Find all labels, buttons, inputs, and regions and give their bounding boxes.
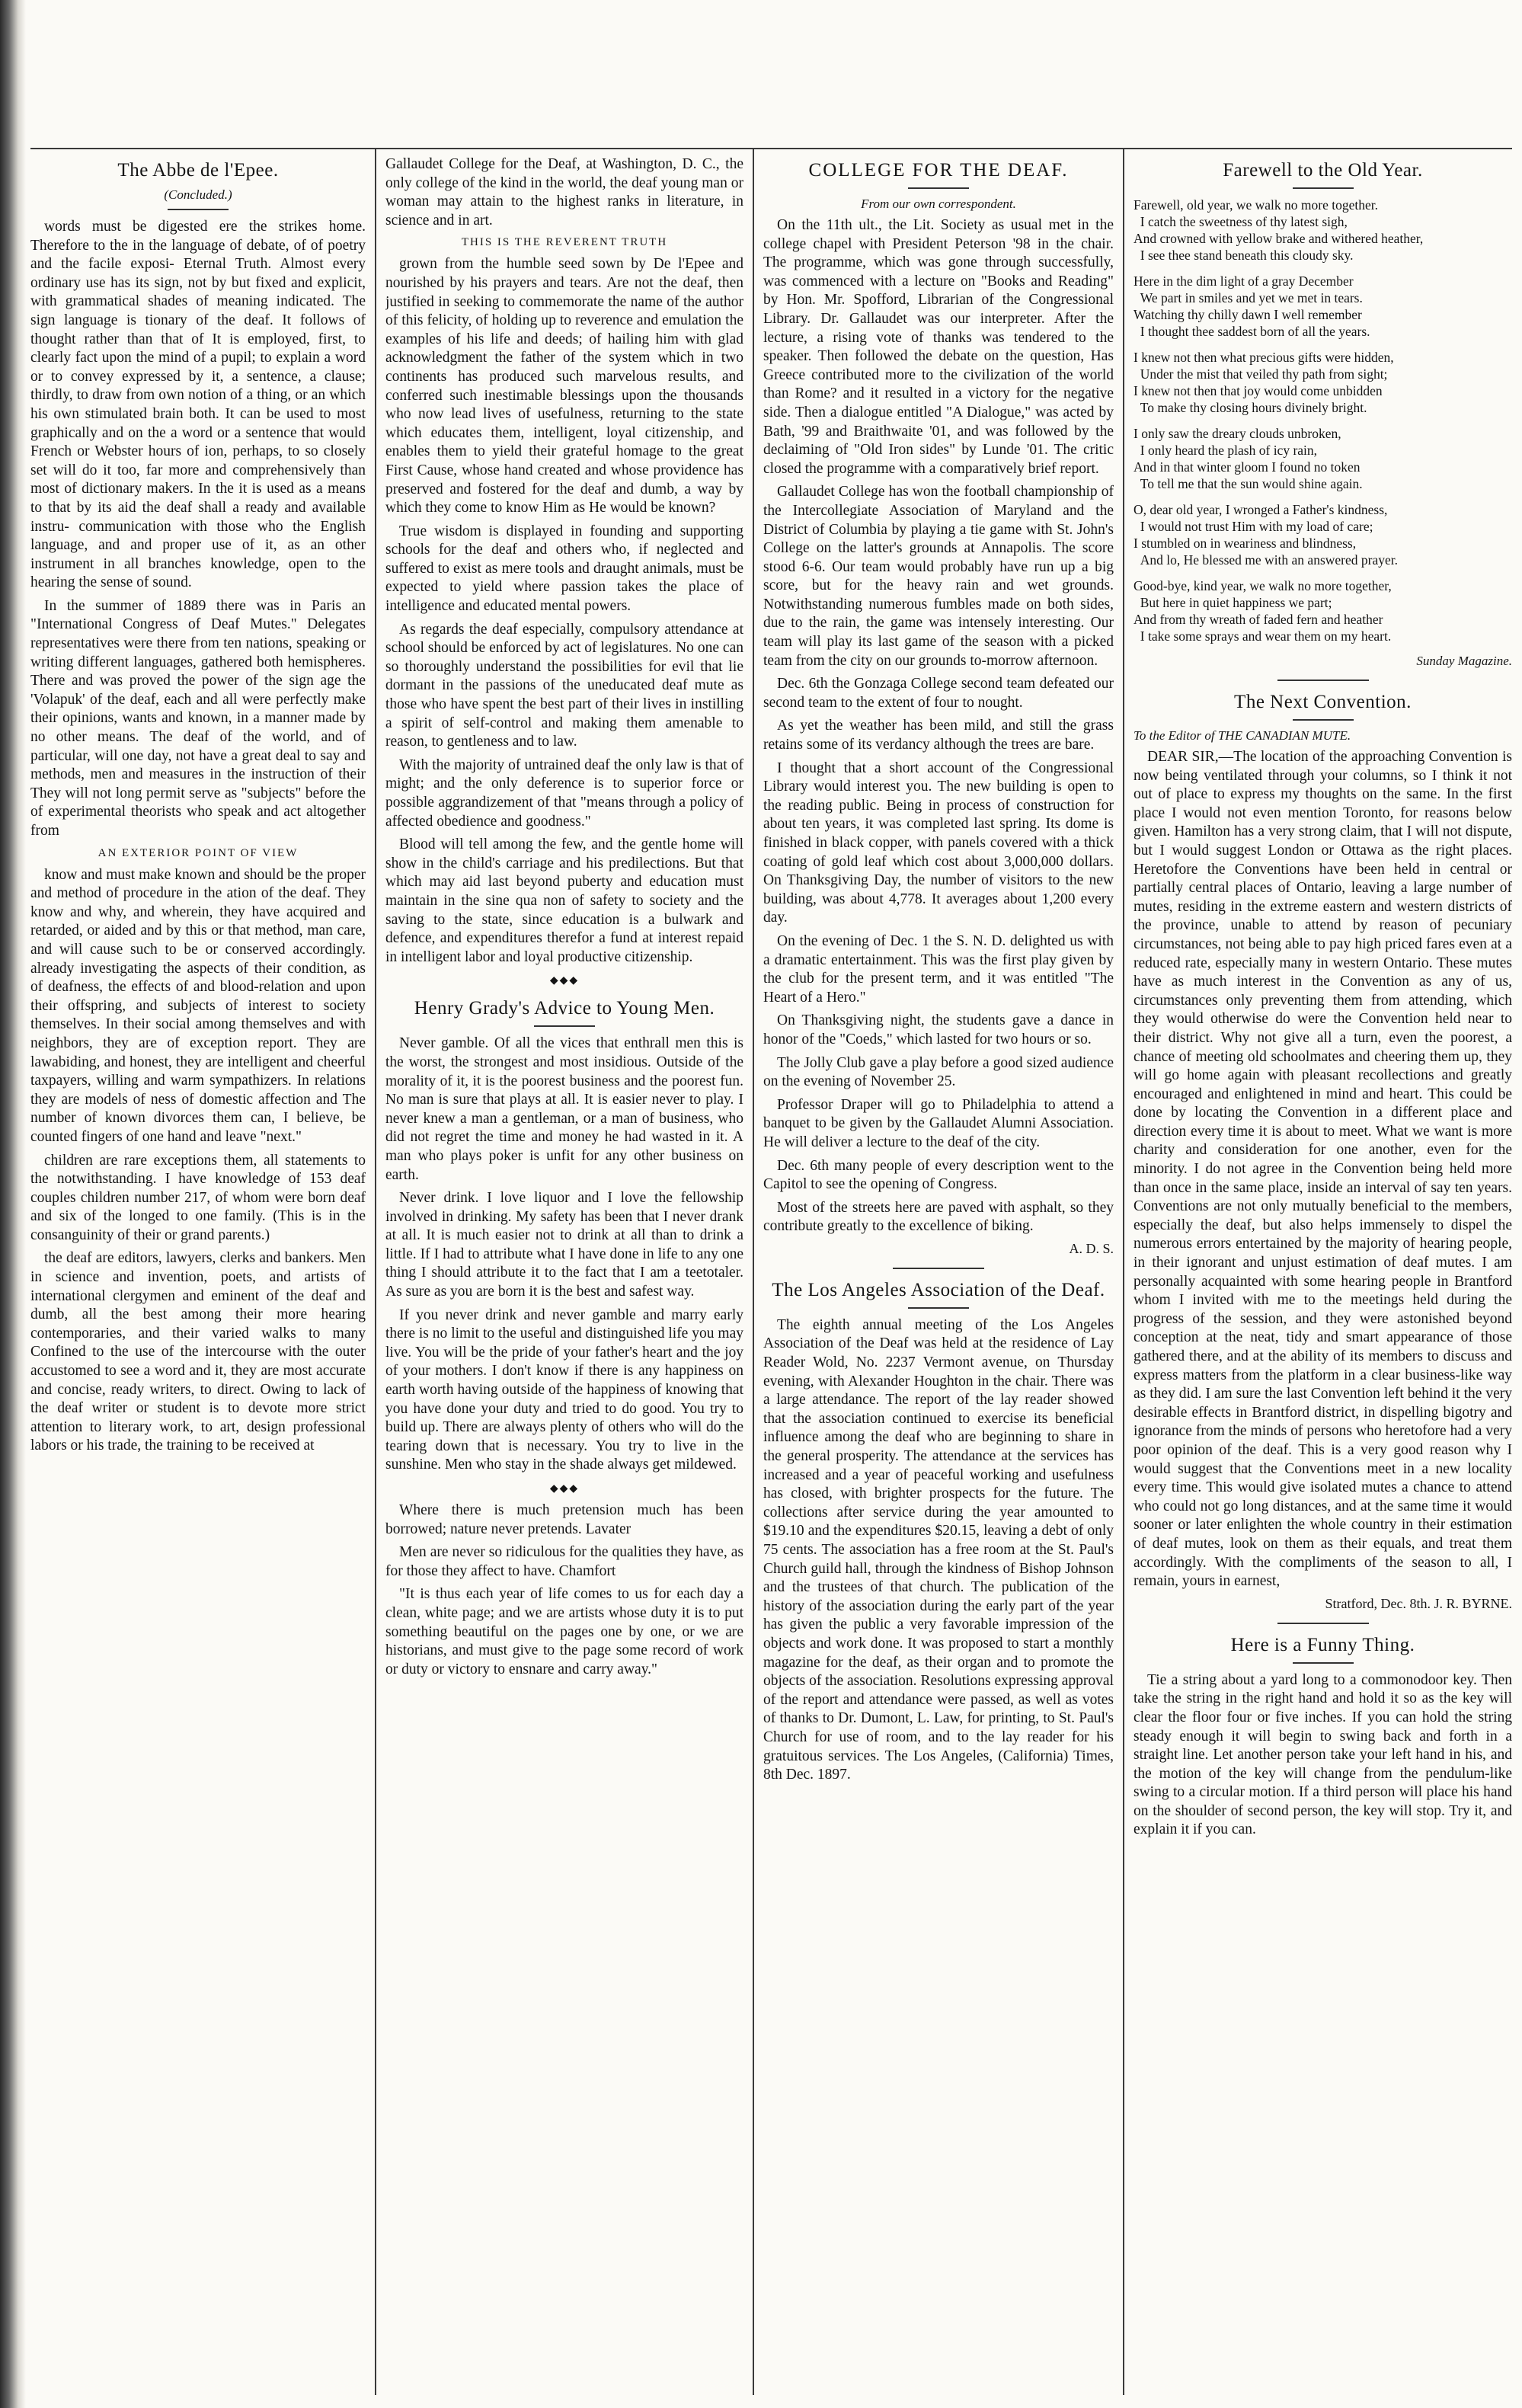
paragraph: Blood will tell among the few, and the gentle home will show in the child's carriage and his predilections. But that which may aid last beyond puberty and education must maintain in the sine qua non of safety to society and the saving to the state, since education is a bulwark and defence, and expenditures therefor a fund at interest repaid in intelligent labor and loyal productive citizenship. [385,836,743,965]
paragraph: On Thanksgiving night, the students gave a dance in honor of the "Coeds," which lasted for two hours or so. [763,1012,1114,1047]
signature: A. D. S. [1069,1240,1114,1256]
poem-stanza: I only saw the dreary clouds unbroken, I only heard the plash of icy rain, And in that winter gloom I found no token To tell me that the sun would shine again. [1134,426,1363,491]
paragraph: With the majority of untrained deaf the only law is that of might; and the only deference is to superior force or possible aggrandizement of that "means through a policy of affected obedience and goodness." [385,756,743,830]
divider [1277,680,1369,681]
paragraph: Gallaudet College for the Deaf, at Washington, D. C., the only college of the kind in the world, the deaf young man or woman may attain to the highest ranks in literature, in science and in art. [385,156,743,229]
divider [1277,1623,1369,1624]
divider [1293,719,1354,721]
dateline: From our own correspondent. [861,197,1016,211]
paragraph: Dec. 6th many people of every description went to the Capitol to see the opening of Congress. [763,1157,1114,1193]
paragraph: Men are never so ridiculous for the qualities they have, as for those they affect to have. Chamfort [385,1544,743,1579]
column-4 [1134,149,1512,2395]
poem-stanza: Here in the dim light of a gray December We part in smiles and yet we met in tears. Watching thy chilly dawn I well remember I thought thee saddest born of all the years. [1134,273,1370,339]
article-title-abbe-de-lepee: The Abbe de l'Epee. [117,160,279,181]
paragraph: As yet the weather has been mild, and still the grass retains some of its verdancy although the trees are bare. [763,718,1114,753]
article-subtitle: (Concluded.) [164,187,232,202]
column-2 [385,149,743,2395]
poem-stanza: I knew not then what precious gifts were hidden, Under the mist that veiled thy path from sight; I knew not then that joy would come unbidden To make thy closing hours divinely bright. [1134,350,1394,415]
column-1 [30,149,366,2395]
divider [534,1025,595,1027]
paragraph: Never drink. I love liquor and I love the fellowship involved in drinking. My safety has been that I never drank at all. It is much easier not to drink at all than to drink a little. If I had to attribute what I have done in life to any one thing I should attribute it to the fact that I am a teetotaler. As sure as you are born it is the best and safest way. [385,1190,743,1300]
paragraph: The eighth annual meeting of the Los Angeles Association of the Deaf was held at the residence of Lay Reader Wold, No. 2237 Vermont avenue, on Thursday evening, with Alexander Houghton in the chair. There was a large attendance. The report of the lay reader showed that the association continued to exercise its beneficial influence among the deaf who are beginning to share in the general prosperity. The attendance at the services has increased and a year of peaceful working and usefulness has closed, with brighter prospects for the future. The collections after service during the year amounted to $19.10 and the expenditures $20.15, leaving a debt of only 75 cents. The association has a free room at the St. Paul's Church guild hall, through the kindness of Bishop Johnson and the trustees of that church. The publication of the history of the association during the early part of the year has given the public a very favorable impression of the objects and work done. It was proposed to start a monthly magazine for the deaf, as their organ and to promote the objects of the association. Resolutions expressing approval of the report and attendance were passed, as well as votes of thanks to Dr. Dumont, L. Law, for printing, to St. Paul's Church for use of room, and to the lay reader for his gratuitous services. The Los Angeles, (California) Times, 8th Dec. 1897. [763,1316,1114,1783]
poem-stanza: Good-bye, kind year, we walk no more together, But here in quiet happiness we part; And from thy wreath of faded fern and heather I take some sprays and wear them on my heart. [1134,578,1392,644]
divider [908,187,969,189]
paragraph: Most of the streets here are paved with asphalt, so they contribute greatly to the excellence of biking. [763,1199,1114,1235]
article-title-college-for-the-deaf: COLLEGE FOR THE DEAF. [808,160,1069,181]
paragraph: As regards the deaf especially, compulsory attendance at school should be enforced by act of legislatures. No one can so thoroughly understand the possibilities for evil that lie dormant in the passions of the uneducated deaf mute as those who have spent the best part of their lives in instilling a spirit of self-control and making them amenable to reason, to gentleness and to law. [385,621,743,750]
scan-edge-shadow [0,0,26,2408]
article-title-grady-advice: Henry Grady's Advice to Young Men. [414,998,715,1019]
paragraph: "It is thus each year of life comes to us for each day a clean, white page; and we are artists whose duty it is to put something beautiful on the pages one by one, or we are historians, and must give to the page some record of work or duty or victory to ensnare and carry away." [385,1586,743,1677]
article-title-farewell-old-year: Farewell to the Old Year. [1223,160,1423,181]
column-rule [1123,149,1124,2395]
poem-source: Sunday Magazine. [1416,654,1512,668]
paragraph: children are rare exceptions them, all statements to the notwithstanding. I have knowledge of 153 deaf couples children number 217, of whom were born deaf and six of the longed to one family. (This is in the consanguinity of their or grand parents.) [30,1152,366,1243]
article-title-los-angeles-association: The Los Angeles Association of the Deaf. [772,1279,1105,1300]
paragraph: DEAR SIR,—The location of the approaching Convention is now being ventilated through your columns, so I think it not out of place to express my thoughts on the same. In the first place I would not even mention Toronto, for reasons below given. Hamilton has a very strong claim, that I will not dispute, but I would suggest London or Ottawa as the right places. Heretofore the Conventions have been held in central or partially central places of Ontario, leaving a large number of mutes, residing in the extreme eastern and western districts of the province, unable to attend by reason of pecuniary circumstances, not being able to pay high priced fares even at a reduced rate, especially many in western Ontario. These mutes have as much interest in the Convention as any of us, circumstances only preventing them from attending, which they would otherwise do were the Convention held near to their district. Why not give all a turn, even the poorest, a chance of meeting old schoolmates and cheering them up, they will go home again with pleasant recollections and greatly encouraged and enlightened in mind and heart. This could be done by locating the Convention in a different place and direction every time it is about to meet. What we want is more charity and consideration for one another, even for the minority. I do not agree in the Convention being held more than once in the same place, inside an interval of say ten years. Conventions are not only mutually beneficial to the members, especially the deaf, but also helps immensely to dispel the numerous errors entertained by the majority of hearing people, in their ignorant and unjust estimation of deaf mutes. I am personally acquainted with some hearing people in Brantford whom I invited with me to the meetings held during the progress of the session, and they were astonished beyond conception at the neat, tidy and smart appearance of those gathered there, and at the ability of its members to discuss and express matters from the platform in a clear business-like way as they did. I am sure the last Convention left behind it the very desirable effects in Brantford district, in dispelling bigotry and ignorance from the minds of persons who heretofore had a very poor opinion of the deaf. This is a very good reason why I would suggest that the Conventions meet in a new locality every time. This would give isolated mutes a chance to attend who could not go long distances, and at the same time it would sooner or later enlighten the whole country in their estimation of deaf mutes, look on them as their equals, and treat them accordingly. With the compliments of the season to all, I remain, yours in earnest, [1134,749,1512,1590]
column-3 [763,149,1114,2395]
subheading: THIS IS THE REVERENT TRUTH [461,236,668,249]
column-rule [753,149,754,2395]
divider [168,209,229,210]
paragraph: Never gamble. Of all the vices that enthrall men this is the worst, the strongest and most insidious. Outside of the morality of it, it is the poorest business and the poorest fun. No man is sure that plays at all. It is easier never to play. I never knew a man a gentleman, or a man of business, who did not regret the time and money he had wasted in it. A man who plays poker is unfit for any other business on earth. [385,1035,743,1183]
signature: Stratford, Dec. 8th. J. R. BYRNE. [1325,1595,1512,1611]
paragraph: Tie a string about a yard long to a commonodoor key. Then take the string in the right hand and hold it so as the key will clear the floor four or five inches. If you can hold the string steady enough it will begin to swing back and forth in a straight line. Let another person take your left hand in his, and the motion of the key will change from the pendulum-like swing to a circular motion. If a third person will place his hand on the shoulder of second person, the key will stop. Try it, and explain it if you can. [1134,1671,1512,1838]
article-title-funny-thing: Here is a Funny Thing. [1230,1634,1415,1655]
paragraph: know and must make known and should be the proper and method of procedure in the ation of the deaf. They know and why, and wherein, they have acquired and retarded, or aided and by this or that method, man care, and will cause such to be or conserved accordingly. already investigating the aspects of their condition, as of deafness, the effects of and blood-relation and upon their offspring, and subjects of interest to society themselves. In their social among themselves and with neighbors, they are of exception report. They are lawabiding, and honest, they are intelligent and cheerful taxpayers, willing and warm sympathizers. In relations they are models of ness of domestic affection and The number of known divorces them can, I believe, be counted fingers of one hand and leave "next." [30,866,366,1145]
paragraph: Gallaudet College has won the football championship of the Intercollegiate Association of Maryland and the District of Columbia by playing a tie game with St. John's College on the latter's grounds at Annapolis. The score stood 6-6. Our team would probably have run up a big score, but for the heavy rain and wet grounds. Notwithstanding numerous fumbles made on both sides, due to the rain, the game was intensely interesting. Our team will play its last game of the season with a picked team from the city on our grounds to-morrow afternoon. [763,484,1114,669]
divider [893,1268,984,1269]
paragraph: On the 11th ult., the Lit. Society as usual met in the college chapel with President Peterson '98 in the chair. The programme, which was gone through successfully, was commenced with a lecture on "Books and Reading" by Hon. Mr. Spofford, Librarian of the Congressional Library. Dr. Gallaudet was our interpreter. After the lecture, a rising vote of thanks was tendered to the speaker. Then followed the debate on the question, Has Greece contributed more to the civilization of the world than Rome? and it resulted in a victory for the negative side. Then a dialogue entitled "A Dialogue," was acted by Bath, '99 and Braithwaite '01, and was followed by the declaiming of "Old Iron sides" by Lunde '01. The critic closed the programme with a comparatively brief report. [763,217,1114,477]
section-separator: ◆◆◆ [549,975,580,987]
poem-stanza: Farewell, old year, we walk no more together. I catch the sweetness of thy latest sigh, And crowned with yellow brake and withered heather, I see thee stand beneath this cloudy sky. [1134,197,1424,263]
paragraph: In the summer of 1889 there was in Paris an "International Congress of Deaf Mutes." Delegates representatives were there from ten nations, speaking or writing different languages, gathered both hemispheres. There and was proved the power of the sign age the 'Volapuk' of the deaf, each and all were perfectly make their opinions, wants and known, in a manner made by no other means. The deaf of the world, and of particular, will one day, not have a great deal to say and methods, men and measures in the instruction of their They will not long permit serve as "subjects" before the of experimental theorists who speak and act altogether from [30,597,366,839]
paragraph: I thought that a short account of the Congressional Library would interest you. The new building is open to the reading public. Being in process of construction for about ten years, it was completed last spring. Its dome is finished in black copper, with panels covered with a thick coating of gold leaf which cost about 3,000,000 dollars. On Thanksgiving Day, the number of visitors to the new building, was about 4,778. It averages about 1,200 every day. [763,759,1114,926]
column-rule [375,149,376,2395]
paragraph: words must be digested ere the strikes home. Therefore to the in the language of debate, of of poetry and the facile exposi- Eternal Truth. Almost every ordinary use has its sign, not by but fixed and explicit, with grammatical shades of meaning indicated. The sign language is tionary of the deaf. It follows of thought rather than that of It is employed, first, to clearly fact upon the mind of a pupil; to explain a word or to convey expressed by it, a sentence, a clause; thirdly, to draw from own notion of a thing, or an which his own stimulated brain both. It can be used to most graphically and on the a word or a sentence that would French or Webster hours of ion, perhaps, to so closely set will do it too, far more and comprehensively than most of dictionary makers. In the it is used as a means to that by its aid the deaf shall a ready and available instru- communication with those who the English language, and and proper use of it, as an other instrument in all branches knowledge, open to the hearing the sense of sound. [30,219,366,591]
paragraph: On the evening of Dec. 1 the S. N. D. delighted us with a dramatic entertainment. This was the first play given by the club for the present term, and it was entitled "The Heart of a Hero." [763,932,1114,1006]
paragraph: True wisdom is displayed in founding and supporting schools for the deaf and others who, if neglected and suffered to exist as mere tools and draught animals, must be expected to yield where passion takes the place of intelligence and educated mental powers. [385,523,743,615]
paragraph: Dec. 6th the Gonzaga College second team defeated our second team to the extent of four to nought. [763,676,1114,711]
divider [908,1307,969,1309]
divider [1293,1662,1354,1664]
paragraph: Where there is much pretension much has been borrowed; nature never pretends. Lavater [385,1502,743,1537]
paragraph: grown from the humble seed sown by De l'Epee and nourished by his prayers and tears. Are not the deaf, then justified in seeking to commemorate the name of the author of this felicity, of holding up to reverence and emulation the examples of his life and deeds; of hailing him with glad acknowledgment the father of the system which in two continents has produced such marvelous results, and conferred such inestimable blessings upon the thousands who now lead lives of usefulness, returning to the state which educates them, intelligent, loyal citizenship, and enables them to yield their grateful homage to the great First Cause, whose hand created and whose providence has preserved and fostered for the deaf and dumb, a way by which they come to know Him as He would be known? [385,256,743,516]
section-separator: ◆◆◆ [549,1483,580,1495]
paragraph: Professor Draper will go to Philadelphia to attend a banquet to be given by the Gallaudet Alumni Association. He will deliver a lecture to the deaf of the city. [763,1096,1114,1150]
poem-stanza: O, dear old year, I wronged a Father's kindness, I would not trust Him with my load of care; I stumbled on in weariness and blindness, And lo, He blessed me with an answered prayer. [1134,502,1398,568]
paragraph: The Jolly Club gave a play before a good sized audience on the evening of November 25. [763,1054,1114,1090]
subheading: AN EXTERIOR POINT OF VIEW [98,846,299,859]
paragraph: If you never drink and never gamble and marry early there is no limit to the useful and distinguished life you may live. You will be the pride of your father's heart and the joy of your mothers. I don't know if there is any happiness on earth worth having outside of the happiness of knowing that you have done your duty and tried to do good. You try to build up. There are always plenty of others who will do the tearing down that is necessary. You try to live in the sunshine. Men who stay in the shade always get mildewed. [385,1306,743,1473]
letter-address: To the Editor of THE CANADIAN MUTE. [1134,728,1351,743]
paragraph: the deaf are editors, lawyers, clerks and bankers. Men in science and invention, poets, and artists of international clergymen and eminent of the deaf and dumb, all the best among their more hearing contemporaries, and their varied walks to many Confined to the use of the intercourse with the outer accustomed to see a word and it, they are most accurate and concise, ready writers, to direct. Owing to lack of the deaf writer or student is to devote more strict attention to literary work, to art, design professional labors or his trade, the training to be received at [30,1250,366,1454]
divider [1293,187,1354,189]
column-area [30,149,1512,2395]
article-title-next-convention: The Next Convention. [1234,692,1412,712]
